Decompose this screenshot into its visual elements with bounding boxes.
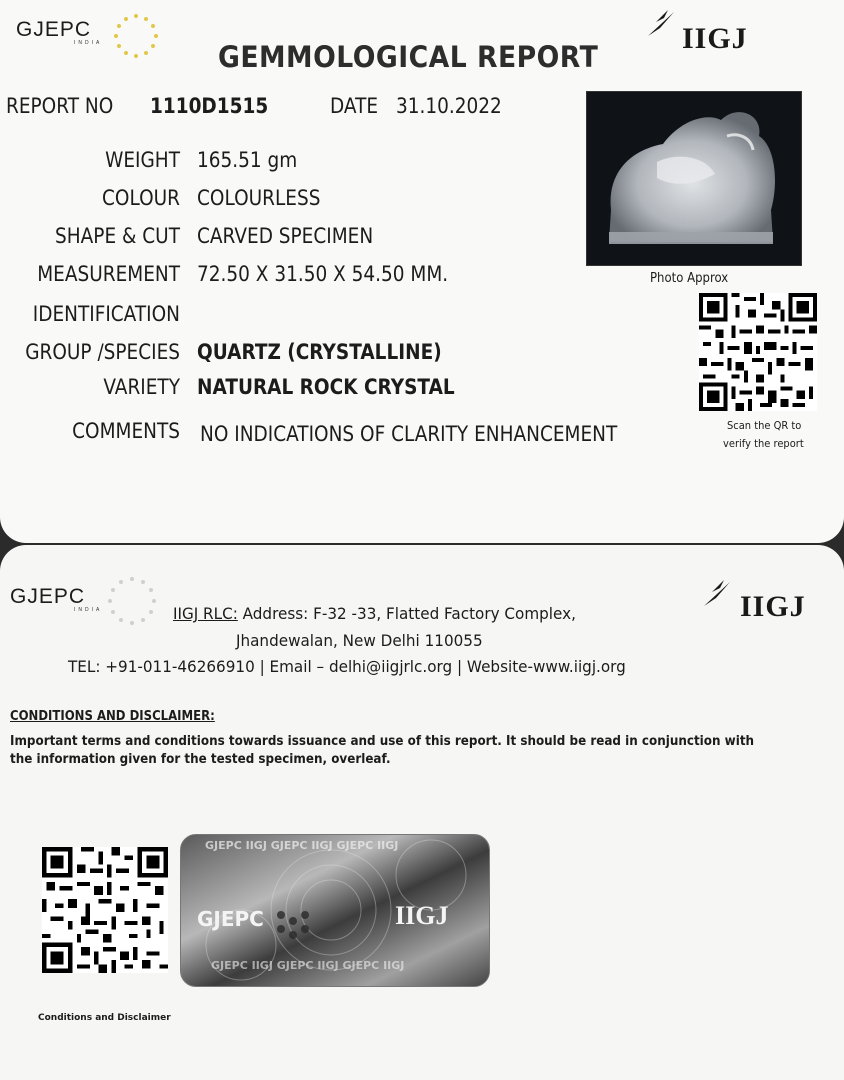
hologram-pattern-text: GJEPC IIGJ GJEPC IIGJ GJEPC IIGJ [205, 839, 399, 852]
field-value: 165.51 gm [197, 148, 298, 172]
iigj-bird-icon [702, 578, 736, 612]
iigj-logo-text: IIGJ [682, 22, 748, 55]
field-label: VARIETY [103, 375, 180, 399]
field-value: NO INDICATIONS OF CLARITY ENHANCEMENT [200, 422, 618, 446]
field-label: GROUP /SPECIES [25, 340, 180, 364]
field-value: NATURAL ROCK CRYSTAL [197, 375, 455, 399]
gjepc-logo-sub: INDIA [74, 607, 103, 613]
field-label: MEASUREMENT [37, 262, 180, 286]
conditions-qr-caption: Conditions and Disclaimer [38, 1013, 171, 1023]
conditions-text-line2: the information given for the tested specimen, overleaf. [10, 752, 391, 767]
report-title: GEMMOLOGICAL REPORT [218, 40, 599, 74]
lab-address-line1 [173, 604, 576, 623]
field-value: COLOURLESS [197, 186, 321, 210]
iigj-logo-text: IIGJ [740, 590, 806, 623]
report-no-label: REPORT NO [6, 94, 114, 118]
field-label: COLOUR [101, 186, 180, 210]
hologram-gjepc-text: GJEPC [197, 907, 264, 931]
field-label: IDENTIFICATION [32, 302, 180, 326]
verify-qr-code[interactable] [699, 293, 817, 411]
specimen-photo [586, 91, 802, 266]
field-label: SHAPE & CUT [55, 224, 180, 248]
gjepc-stars-icon [112, 12, 160, 60]
photo-caption: Photo Approx [650, 271, 729, 286]
conditions-qr-code[interactable] [42, 847, 168, 973]
field-value: CARVED SPECIMEN [197, 224, 374, 248]
conditions-text-line1: Important terms and conditions towards issuance and use of this report. It should be read in conjunction with [10, 734, 755, 749]
gjepc-logo-sub: INDIA [74, 40, 103, 46]
lab-address-text: Address: F-32 -33, Flatted Factory Complex, [237, 604, 576, 623]
date-label: DATE [330, 94, 379, 118]
security-hologram [180, 834, 490, 987]
lab-contact-line: TEL: +91-011-46266910 | Email – delhi@iigjrlc.org | Website-www.iigj.org [68, 657, 626, 676]
gjepc-logo-text: GJEPC [10, 585, 86, 608]
gjepc-stars-icon [106, 575, 158, 627]
report-no-value: 1110D1515 [150, 94, 269, 118]
field-label: WEIGHT [105, 148, 180, 172]
qr-caption-line2: verify the report [723, 437, 804, 450]
iigj-bird-icon [646, 8, 680, 42]
field-label: COMMENTS [72, 419, 180, 443]
gjepc-logo [16, 18, 102, 46]
field-value: 72.50 X 31.50 X 54.50 MM. [197, 262, 449, 286]
hologram-iigj-text: IIGJ [395, 901, 449, 930]
qr-caption-line1: Scan the QR to [727, 419, 802, 432]
lab-address-line2: Jhandewalan, New Delhi 110055 [236, 631, 483, 650]
gjepc-logo-back [10, 585, 102, 613]
report-back-card [0, 545, 844, 1080]
conditions-heading: CONDITIONS AND DISCLAIMER: [10, 709, 215, 724]
date-value: 31.10.2022 [396, 94, 502, 118]
report-no [150, 94, 268, 118]
gjepc-logo-text: GJEPC [16, 18, 92, 41]
field-value: QUARTZ (CRYSTALLINE) [197, 340, 442, 364]
lab-name: IIGJ RLC: [173, 604, 238, 623]
hologram-pattern-text: GJEPC IIGJ GJEPC IIGJ GJEPC IIGJ [211, 959, 405, 972]
crystal-carving-icon [587, 92, 801, 265]
